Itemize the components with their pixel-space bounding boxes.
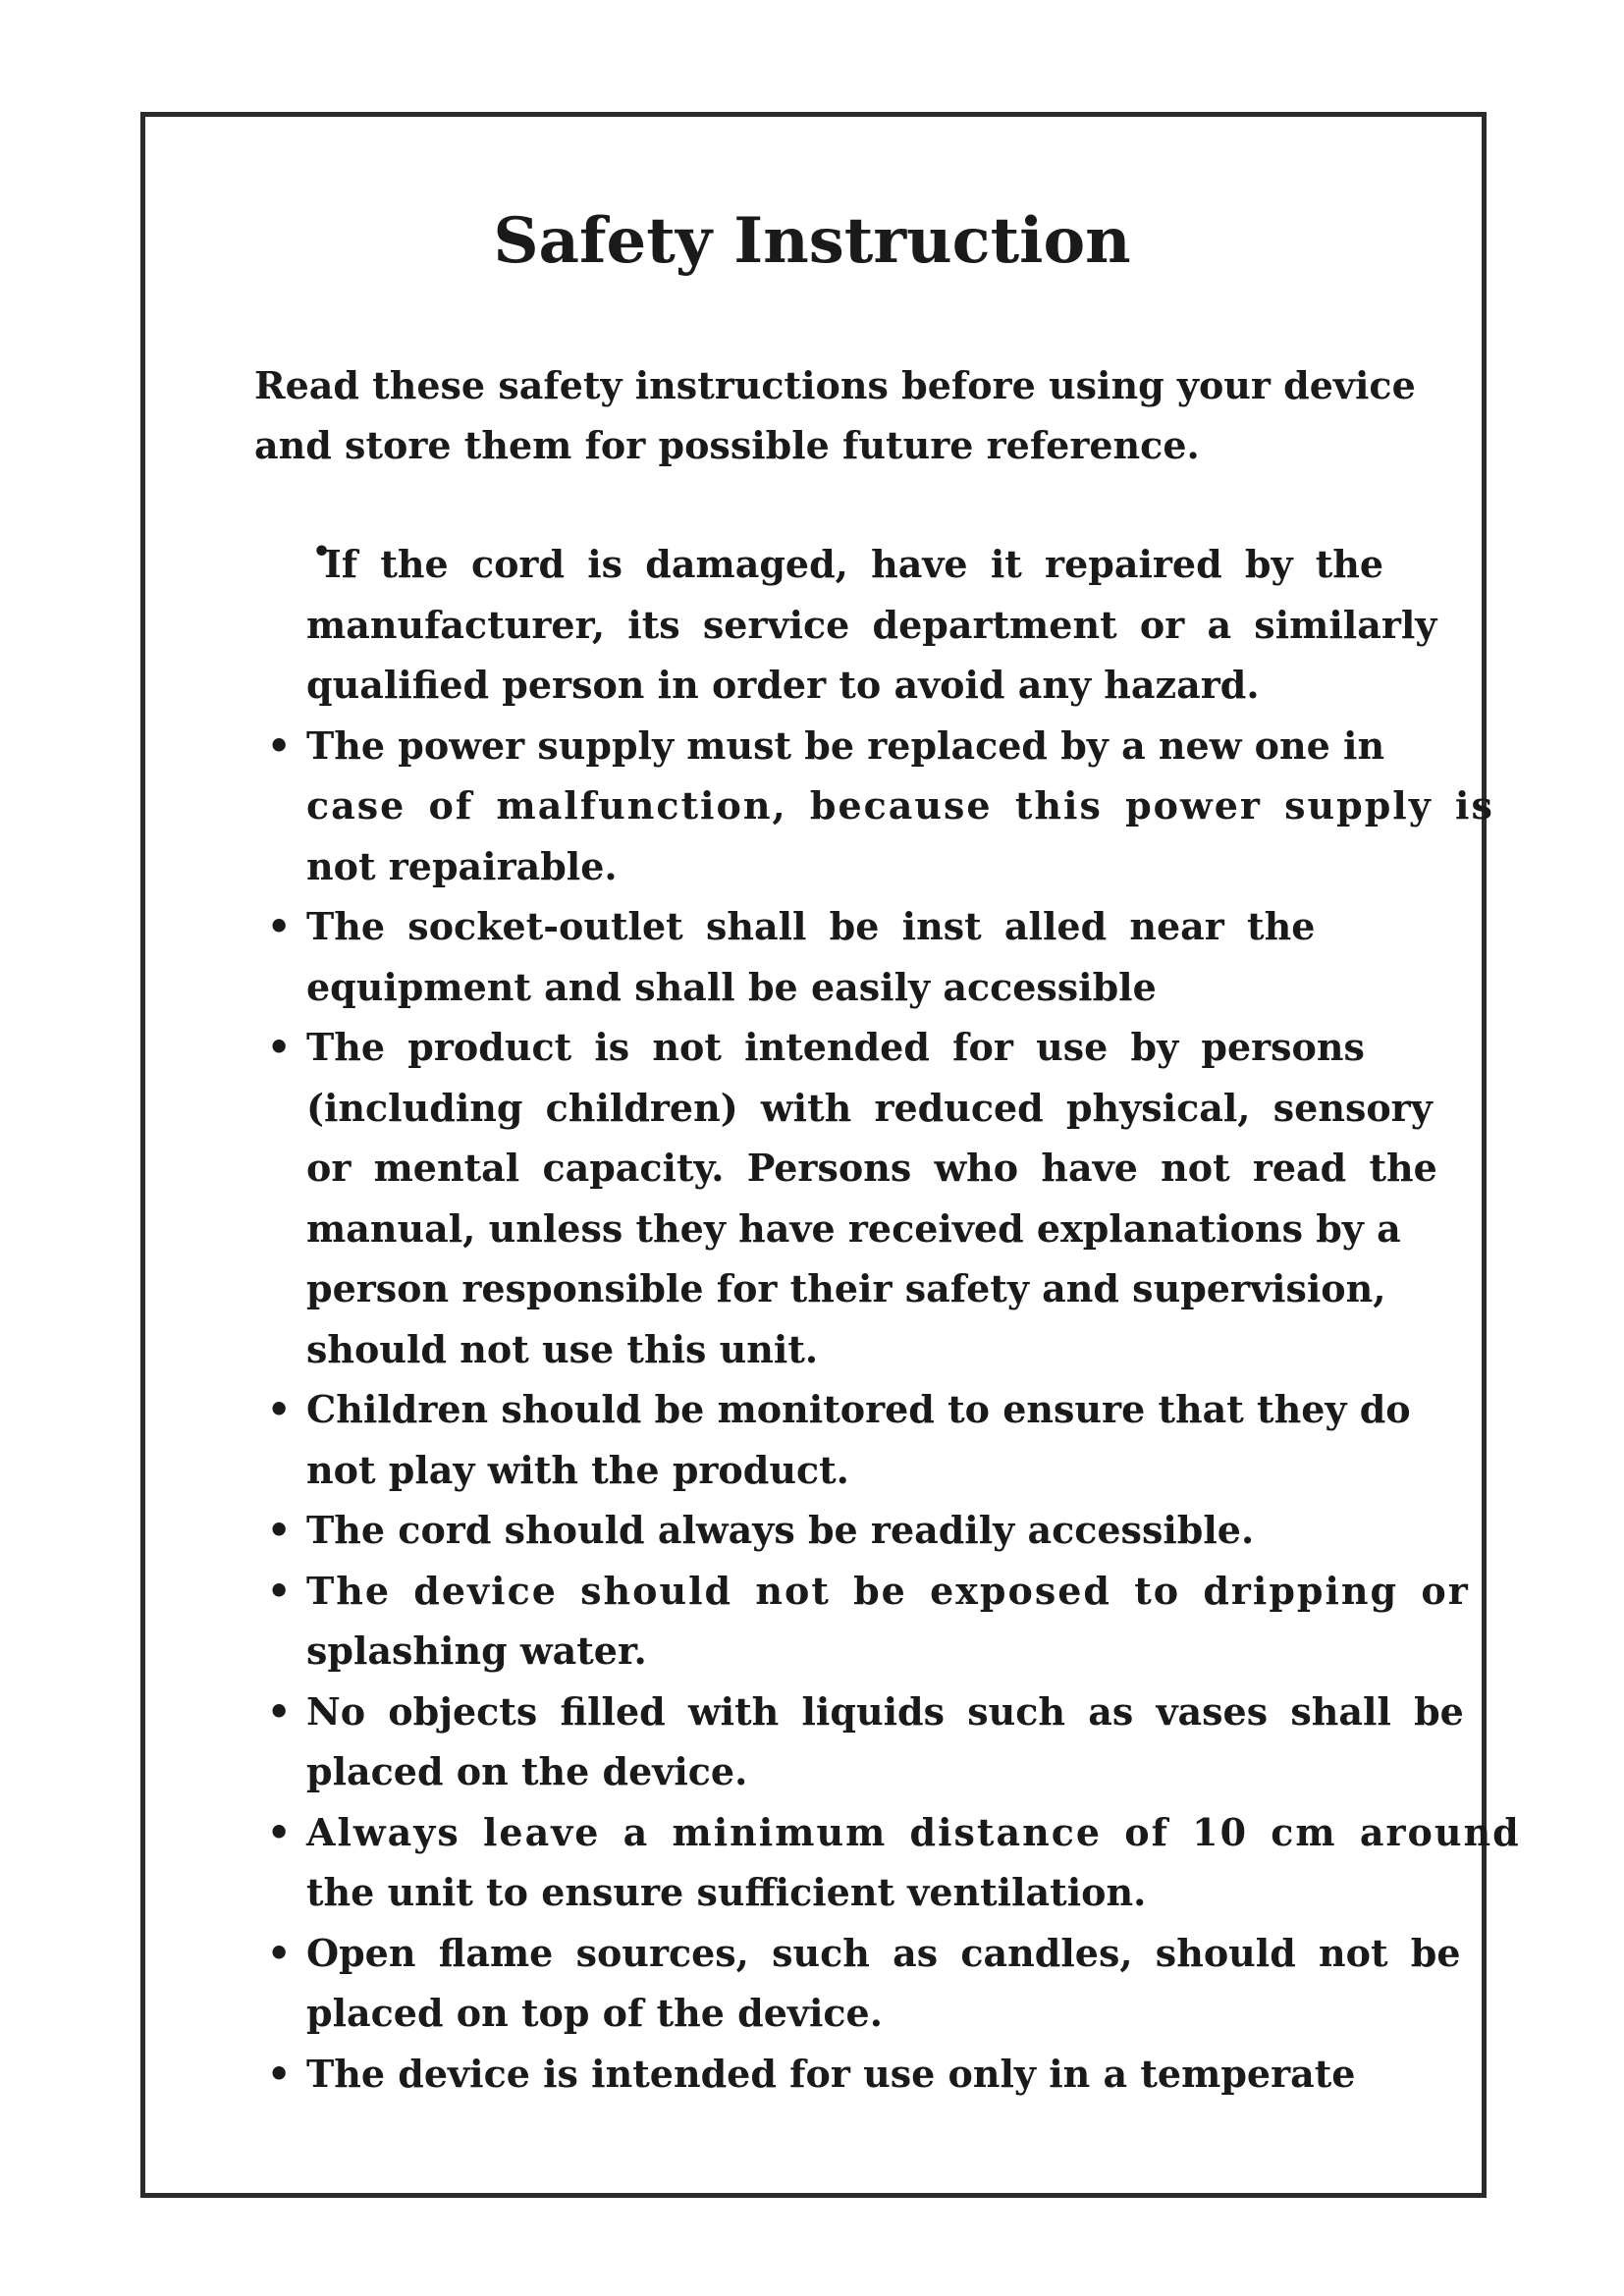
bullet-icon: • [267,722,292,768]
bullet-icon: • [267,1387,292,1431]
item-line: should not use this unit. [306,1326,819,1371]
item-line: (including children) with reduced physical, sensory [306,1085,1433,1130]
item-line: The socket-outlet shall be inst alled near the [306,904,1316,948]
item-line: The device should not be exposed to dripping or [306,1568,1470,1613]
item-line: placed on top of the device. [306,1991,883,2035]
item-line: If the cord is damaged, have it repaired by the [324,542,1384,586]
item-line: case of malfunction, because this power supply is [306,783,1494,828]
list-item [0,896,1624,1017]
item-line: not play with the product. [306,1447,849,1492]
item-line: The cord should always be readily accessible. [306,1508,1255,1552]
item-line: Open flame sources, such as candles, should not be [306,1930,1461,1975]
bullet-icon: • [312,535,332,569]
list-item [0,2044,1624,2105]
list-item [0,1682,1624,1802]
bullet-icon: • [267,1025,292,1069]
list-item [0,534,1624,716]
bullet-icon: • [267,1508,292,1552]
list-item [0,1379,1624,1500]
bullet-icon: • [267,904,292,948]
page-title: Safety Instruction [493,204,1131,278]
bullet-icon: • [267,1809,292,1854]
item-line: placed on the device. [306,1749,748,1793]
list-item [0,716,1624,897]
list-item [0,1017,1624,1379]
item-line: manual, unless they have received explanations by a [306,1205,1401,1251]
list-item [0,1923,1624,2044]
intro-line: and store them for possible future reference. [254,423,1200,467]
item-line: equipment and shall be easily accessible [306,964,1157,1009]
list-item [0,1500,1624,1561]
intro-paragraph [254,355,1416,475]
intro-line: Read these safety instructions before using your device [254,363,1416,407]
item-line: No objects filled with liquids such as vases shall be [306,1688,1464,1734]
item-line: The product is not intended for use by persons [306,1025,1365,1069]
item-line: Children should be monitored to ensure that they do [306,1387,1411,1431]
item-line: the unit to ensure sufficient ventilation. [306,1870,1147,1914]
bullet-icon: • [267,1688,292,1734]
item-line: not repairable. [306,843,618,888]
list-item [0,1802,1624,1923]
bullet-icon: • [267,1930,292,1975]
item-line: person responsible for their safety and supervision, [306,1266,1386,1310]
item-line: qualified person in order to avoid any hazard. [306,663,1260,707]
item-line: manufacturer, its service department or a similarly [306,602,1437,647]
item-line: splashing water. [306,1629,647,1673]
item-line: Always leave a minimum distance of 10 cm around [306,1809,1521,1854]
item-line: The power supply must be replaced by a new one in [306,722,1385,768]
item-line: The device is intended for use only in a temperate [306,2051,1356,2096]
bullet-icon: • [267,2051,292,2096]
list-item [0,1561,1624,1682]
safety-instruction-list [0,534,1624,2104]
item-line: or mental capacity. Persons who have not read the [306,1146,1437,1190]
bullet-icon: • [267,1568,292,1613]
